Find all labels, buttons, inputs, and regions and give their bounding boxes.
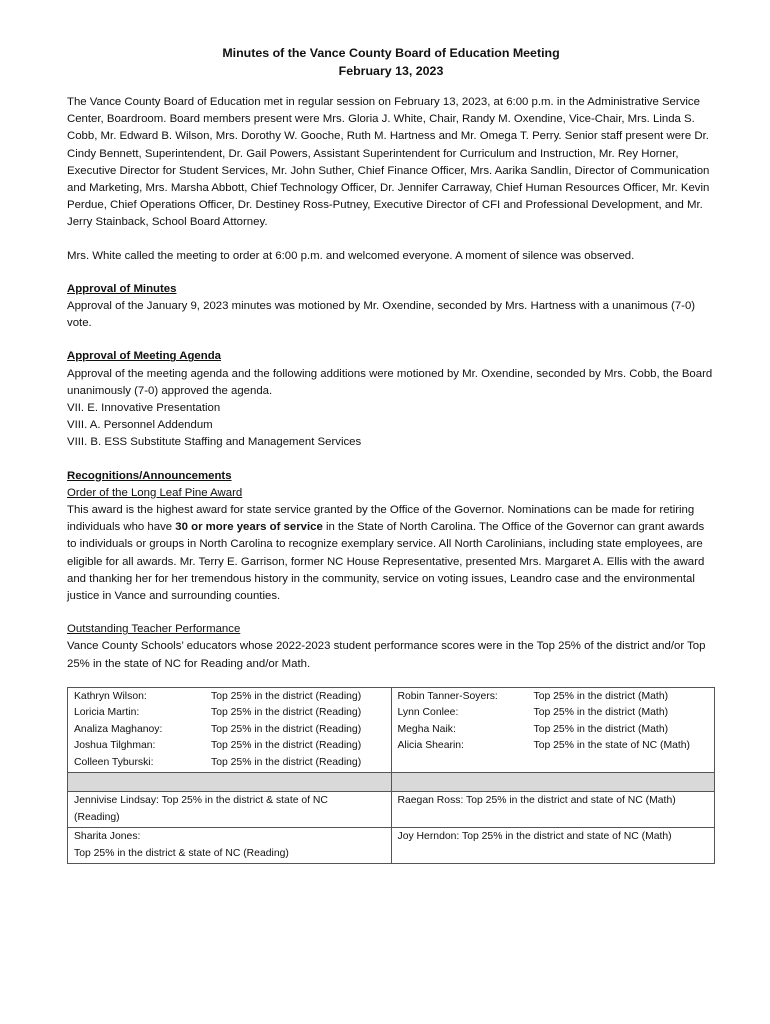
teacher-name: Lynn Conlee: bbox=[397, 707, 459, 719]
table-row bbox=[68, 828, 715, 864]
table-entry bbox=[398, 689, 709, 706]
call-to-order-paragraph: Mrs. White called the meeting to order at 6:00 p.m. and welcomed everyone. A moment of silence was observed. bbox=[67, 249, 635, 262]
teacher-name: Joshua Tilghman: bbox=[74, 740, 156, 752]
table-entry bbox=[398, 722, 709, 739]
table-entry bbox=[74, 689, 385, 706]
teacher-desc: Top 25% in the district (Reading) bbox=[211, 723, 362, 735]
award-bold-text: 30 or more years of service bbox=[175, 521, 323, 534]
teacher-name: Loricia Martin: bbox=[74, 707, 140, 719]
teacher-name: Megha Naik: bbox=[397, 723, 456, 735]
teacher-name: Colleen Tyburski: bbox=[74, 756, 154, 768]
table-entry bbox=[74, 755, 385, 772]
teacher-desc: Top 25% in the district (Math) bbox=[533, 723, 669, 735]
teacher-entry: Sharita Jones: bbox=[74, 831, 141, 843]
teacher-desc: Top 25% in the district (Reading) bbox=[211, 740, 362, 752]
table-cell-left bbox=[68, 687, 392, 773]
teacher-name: Kathryn Wilson: bbox=[74, 690, 147, 702]
table-entry bbox=[74, 722, 385, 739]
teacher-name: Robin Tanner-Soyers: bbox=[397, 690, 498, 702]
table-cell-right bbox=[391, 687, 715, 773]
table-entry bbox=[398, 738, 709, 755]
award-heading: Order of the Long Leaf Pine Award bbox=[67, 486, 243, 499]
table-cell-right bbox=[391, 792, 715, 828]
document-page bbox=[67, 44, 715, 864]
teacher-desc: Top 25% in the district (Reading) bbox=[211, 690, 362, 702]
teacher-name: Alicia Shearin: bbox=[397, 740, 464, 752]
recognitions-heading: Recognitions/Announcements bbox=[67, 469, 232, 482]
award-text-part: in the State of North Carolina. The Office of the Governor can grant awards to individuals or groups in North Carolina to recognize exemplary service. All North Carolinians, including state employees, are eligible for all awards. Mr. Terry E. Garrison, former NC House Representative, presented Mrs. Margaret A. Ellis with the award and thanking her for her tremendous history in the community, service on voting issues, Leandro case and the environmental justice in Vance and surrounding counties. bbox=[67, 521, 705, 603]
shaded-cell bbox=[68, 773, 392, 792]
teacher-desc: Top 25% in the district (Reading) bbox=[211, 707, 362, 719]
table-entry bbox=[398, 705, 709, 722]
teacher-entry: Joy Herndon: Top 25% in the district and state of NC (Math) bbox=[397, 831, 672, 843]
teacher-text: Vance County Schools’ educators whose 2022-2023 student performance scores were in the Top 25% of the district and/or Top 25% in the state of NC for Reading and/or Math. bbox=[67, 640, 706, 670]
teacher-entry: Raegan Ross: Top 25% in the district and state of NC (Math) bbox=[397, 795, 676, 807]
table-row bbox=[68, 687, 715, 773]
award-paragraph bbox=[67, 502, 715, 605]
teacher-entry-continued: Top 25% in the district & state of NC (Reading) bbox=[74, 847, 289, 859]
table-row-shaded bbox=[68, 773, 715, 792]
table-row bbox=[68, 792, 715, 828]
teacher-entry: Jennivise Lindsay: Top 25% in the district & state of NC bbox=[74, 795, 328, 807]
minutes-heading: Approval of Minutes bbox=[67, 282, 177, 295]
table-cell-left bbox=[68, 792, 392, 828]
minutes-text: Approval of the January 9, 2023 minutes was motioned by Mr. Oxendine, seconded by Mrs. Hartness with a unanimous (7-0) vote. bbox=[67, 300, 696, 330]
agenda-item: VIII. B. ESS Substitute Staffing and Management Services bbox=[67, 436, 362, 449]
teacher-entry-continued: (Reading) bbox=[74, 811, 120, 823]
teacher-heading: Outstanding Teacher Performance bbox=[67, 623, 241, 636]
teacher-desc: Top 25% in the district (Math) bbox=[533, 707, 669, 719]
teacher-desc: Top 25% in the state of NC (Math) bbox=[533, 740, 691, 752]
award-text-part: This award is the highest award for state service granted by the Office of the Governor. Nominations can be made for retiring individuals who have bbox=[67, 504, 695, 534]
document-date: February 13, 2023 bbox=[338, 64, 444, 78]
teacher-table bbox=[67, 687, 715, 865]
document-title: Minutes of the Vance County Board of Education Meeting bbox=[222, 46, 560, 60]
table-cell-right bbox=[391, 828, 715, 864]
teacher-desc: Top 25% in the district (Reading) bbox=[211, 756, 362, 768]
teacher-desc: Top 25% in the district (Math) bbox=[533, 690, 669, 702]
agenda-item: VII. E. Innovative Presentation bbox=[67, 402, 221, 415]
teacher-name: Analiza Maghanoy: bbox=[74, 723, 163, 735]
agenda-text: Approval of the meeting agenda and the following additions were motioned by Mr. Oxendine, seconded by Mrs. Cobb, the Board unanimously (7-0) approved the agenda. bbox=[67, 367, 713, 397]
intro-paragraph: The Vance County Board of Education met in regular session on February 13, 2023, at 6:00 p.m. in the Administrative Service Center, Boardroom. Board members present were Mrs. Gloria J. White, Chair, Randy M. Oxendine, Vice-Chair, Mrs. Linda S. Cobb, Mr. Edward B. Wilson, Mrs. Dorothy W. Gooche, Ruth M. Hartness and Mr. Omega T. Perry. Senior staff present were Dr. Cindy Bennett, Superintendent, Dr. Gail Powers, Assistant Superintendent for Curriculum and Instruction, Mr. Rey Horner, Executive Director for Student Services, Mr. John Suther, Chief Finance Officer, Mrs. Aarika Sandlin, Director of Communication and Marketing, Mrs. Marsha Abbott, Chief Technology Officer, Dr. Jennifer Carraway, Chief Human Resources Officer, Mr. Kevin Perdue, Chief Operations Officer, Dr. Destiney Ross-Putney, Executive Director of CFI and Professional Development, and Mr. Jerry Stainback, School Board Attorney. bbox=[67, 96, 710, 229]
shaded-cell bbox=[391, 773, 715, 792]
table-entry bbox=[74, 738, 385, 755]
table-cell-left bbox=[68, 828, 392, 864]
agenda-item: VIII. A. Personnel Addendum bbox=[67, 419, 213, 432]
agenda-heading: Approval of Meeting Agenda bbox=[67, 350, 221, 363]
table-entry bbox=[74, 705, 385, 722]
